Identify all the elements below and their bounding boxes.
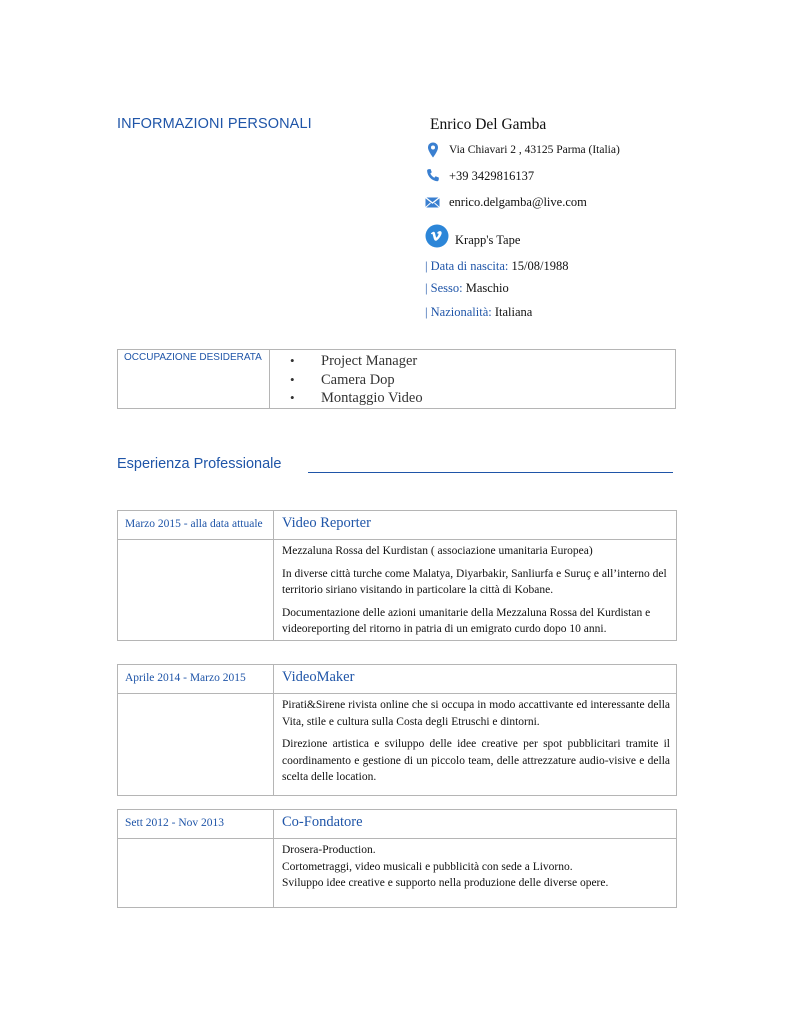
job-block-co-founder <box>117 809 677 908</box>
desired-occupation-label: OCCUPAZIONE DESIDERATA <box>118 350 270 408</box>
location-pin-icon <box>425 142 441 158</box>
job-paragraph: Documentazione delle azioni umanitarie della Mezzaluna Rossa del Kurdistan e videoreporting del ritorno in patria di un emigrato curdo dopo 10 anni. <box>282 606 651 635</box>
job-description <box>274 839 676 908</box>
job-date: Marzo 2015 - alla data attuale <box>118 511 274 539</box>
job-paragraph: In diverse città turche come Malatya, Diyarbakir, Sanliurfa e Suruç e all’interno del territorio siriano visitando in particolare la città di Kobane. <box>282 567 667 596</box>
vimeo-icon <box>425 224 449 248</box>
phone-text: +39 3429816137 <box>449 168 535 183</box>
birth-date-row <box>425 259 568 274</box>
person-name: Enrico Del Gamba <box>430 116 547 133</box>
job-paragraph: Direzione artistica e sviluppo delle idee creative per spot pubblicitari tramite il coordinamento e gestione di un piccolo team, delle attrezzature audio-visive e della scelta delle location. <box>282 738 670 783</box>
sex-label: | Sesso: <box>425 281 463 295</box>
job-block-videomaker <box>117 664 677 796</box>
vimeo-row <box>425 223 520 248</box>
vimeo-text[interactable]: Krapp's Tape <box>455 233 521 247</box>
address-text: Via Chiavari 2 , 43125 Parma (Italia) <box>449 144 620 156</box>
birth-date-value: 15/08/1988 <box>511 259 569 273</box>
section-title-personal-info: INFORMAZIONI PERSONALI <box>117 116 312 132</box>
phone-icon <box>425 168 441 184</box>
job-paragraph: Drosera-Production. <box>282 844 376 856</box>
job-role: VideoMaker <box>282 669 355 685</box>
job-date: Aprile 2014 - Marzo 2015 <box>118 665 274 693</box>
address-row <box>425 142 620 158</box>
email-icon <box>425 196 441 209</box>
desired-occupation-box <box>117 349 676 409</box>
job-paragraph: Cortometraggi, video musicali e pubblicità con sede a Livorno. <box>282 860 573 873</box>
phone-row <box>425 168 534 184</box>
job-paragraph: Pirati&Sirene rivista online che si occupa in modo accattivante ed interessante della Vita, stile e cultura sulla Costa degli Etruschi e dintorni. <box>282 699 670 728</box>
job-role: Video Reporter <box>282 515 371 531</box>
desired-occupation-list <box>270 350 423 408</box>
email-row <box>425 195 587 210</box>
job-block-video-reporter <box>117 510 677 641</box>
job-description <box>274 540 676 641</box>
sex-value: Maschio <box>465 281 509 295</box>
job-paragraph: Sviluppo idee creative e supporto nella produzione delle diverse opere. <box>282 877 609 889</box>
sex-row <box>425 281 509 296</box>
occupation-item: • Camera Dop <box>284 371 423 390</box>
job-role: Co-Fondatore <box>282 814 363 830</box>
occupation-item: • Project Manager <box>284 352 423 371</box>
section-divider <box>308 472 673 473</box>
nationality-row <box>425 305 532 320</box>
section-title-experience: Esperienza Professionale <box>117 456 282 472</box>
occupation-item: • Montaggio Video <box>284 389 423 408</box>
job-description <box>274 694 676 796</box>
job-paragraph: Mezzaluna Rossa del Kurdistan ( associazione umanitaria Europea) <box>282 545 593 557</box>
job-date: Sett 2012 - Nov 2013 <box>118 810 274 838</box>
nationality-label: | Nazionalità: <box>425 305 492 319</box>
birth-date-label: | Data di nascita: <box>425 259 509 273</box>
email-text[interactable]: enrico.delgamba@live.com <box>449 195 587 209</box>
nationality-value: Italiana <box>494 305 533 319</box>
